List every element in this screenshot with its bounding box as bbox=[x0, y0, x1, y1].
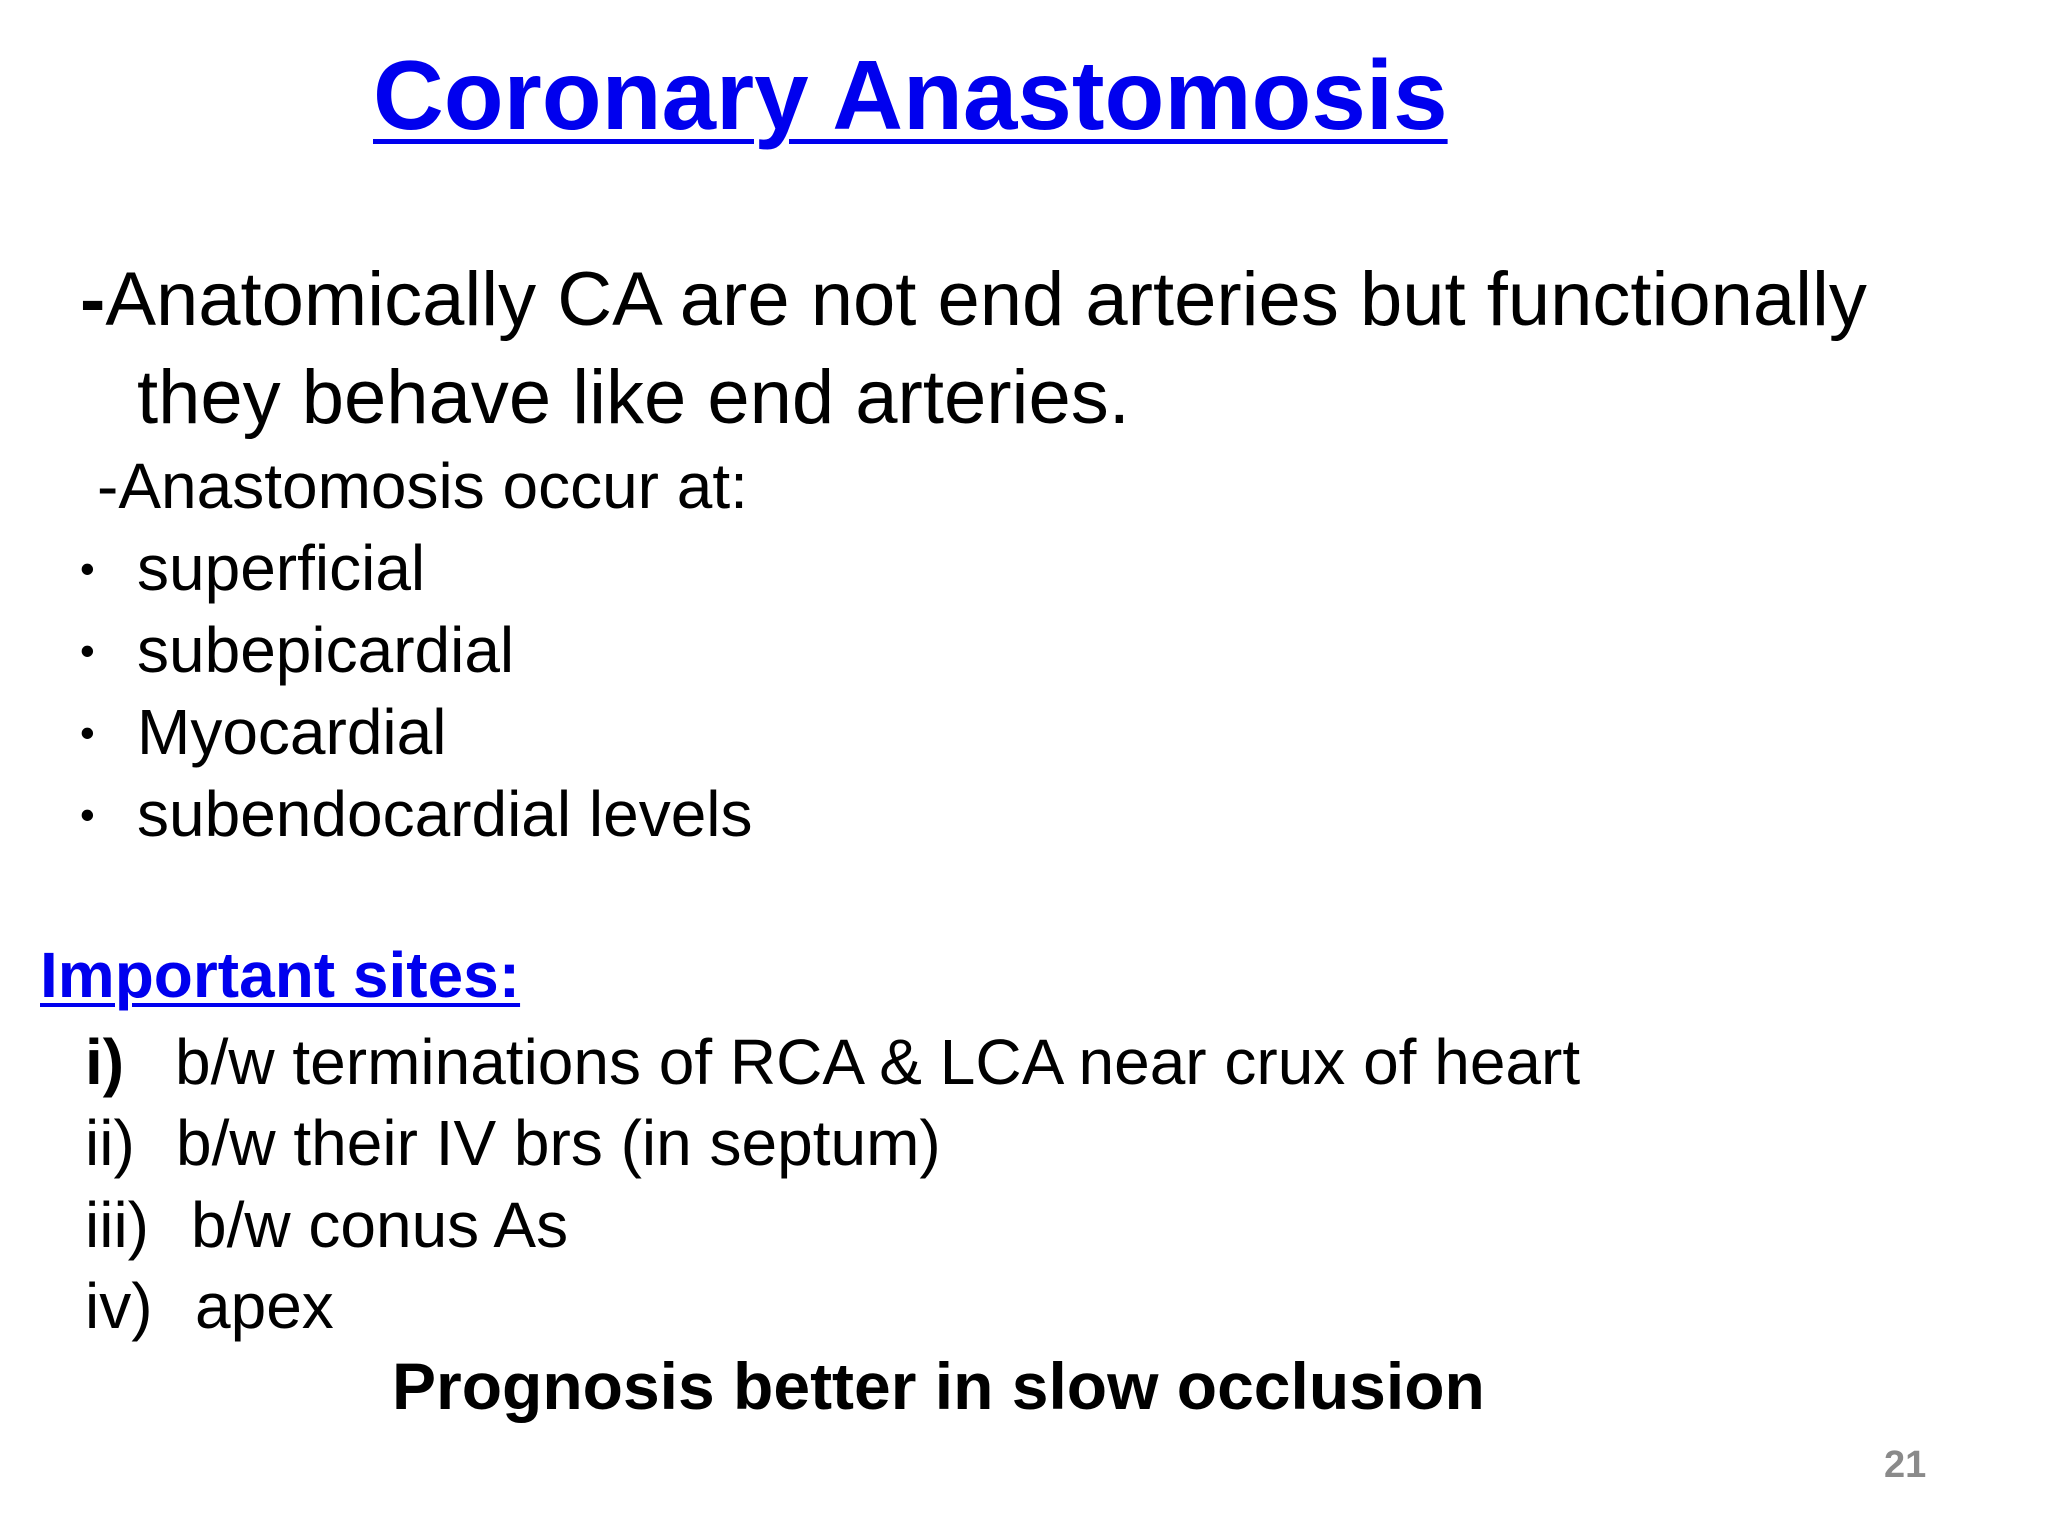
bullet-dot-icon: • bbox=[80, 709, 95, 756]
site-text: apex bbox=[195, 1270, 334, 1342]
intro-dash: - bbox=[80, 257, 106, 342]
site-text: b/w their IV brs (in septum) bbox=[176, 1107, 941, 1179]
site-text: b/w terminations of RCA & LCA near crux of heart bbox=[175, 1026, 1581, 1098]
intro-text-1: Anatomically CA are not end arteries but functionally bbox=[105, 257, 1867, 342]
site-text: b/w conus As bbox=[191, 1189, 569, 1261]
prognosis-note: Prognosis better in slow occlusion bbox=[392, 1349, 1485, 1423]
list-item: subendocardial levels bbox=[137, 778, 753, 850]
occur-label: -Anastomosis occur at: bbox=[97, 450, 748, 522]
site-item bbox=[85, 1189, 569, 1261]
bullet-dot-icon: • bbox=[80, 545, 95, 592]
site-number: i) bbox=[85, 1026, 125, 1098]
slide-title: Coronary Anastomosis bbox=[373, 40, 1448, 150]
important-sites-heading: Important sites: bbox=[40, 939, 521, 1011]
list-item: subepicardial bbox=[137, 614, 515, 686]
bullet-dot-icon: • bbox=[80, 627, 95, 674]
site-item bbox=[85, 1270, 334, 1342]
intro-line-2: they behave like end arteries. bbox=[137, 355, 1130, 440]
site-item bbox=[85, 1026, 1581, 1098]
list-item: Myocardial bbox=[137, 696, 447, 768]
list-item: superficial bbox=[137, 532, 426, 604]
site-number: ii) bbox=[85, 1107, 135, 1179]
intro-line-1 bbox=[80, 257, 1867, 342]
site-number: iv) bbox=[85, 1270, 153, 1342]
page-number: 21 bbox=[1884, 1444, 1927, 1486]
site-number: iii) bbox=[85, 1189, 149, 1261]
site-item bbox=[85, 1107, 941, 1179]
bullet-dot-icon: • bbox=[80, 791, 95, 838]
